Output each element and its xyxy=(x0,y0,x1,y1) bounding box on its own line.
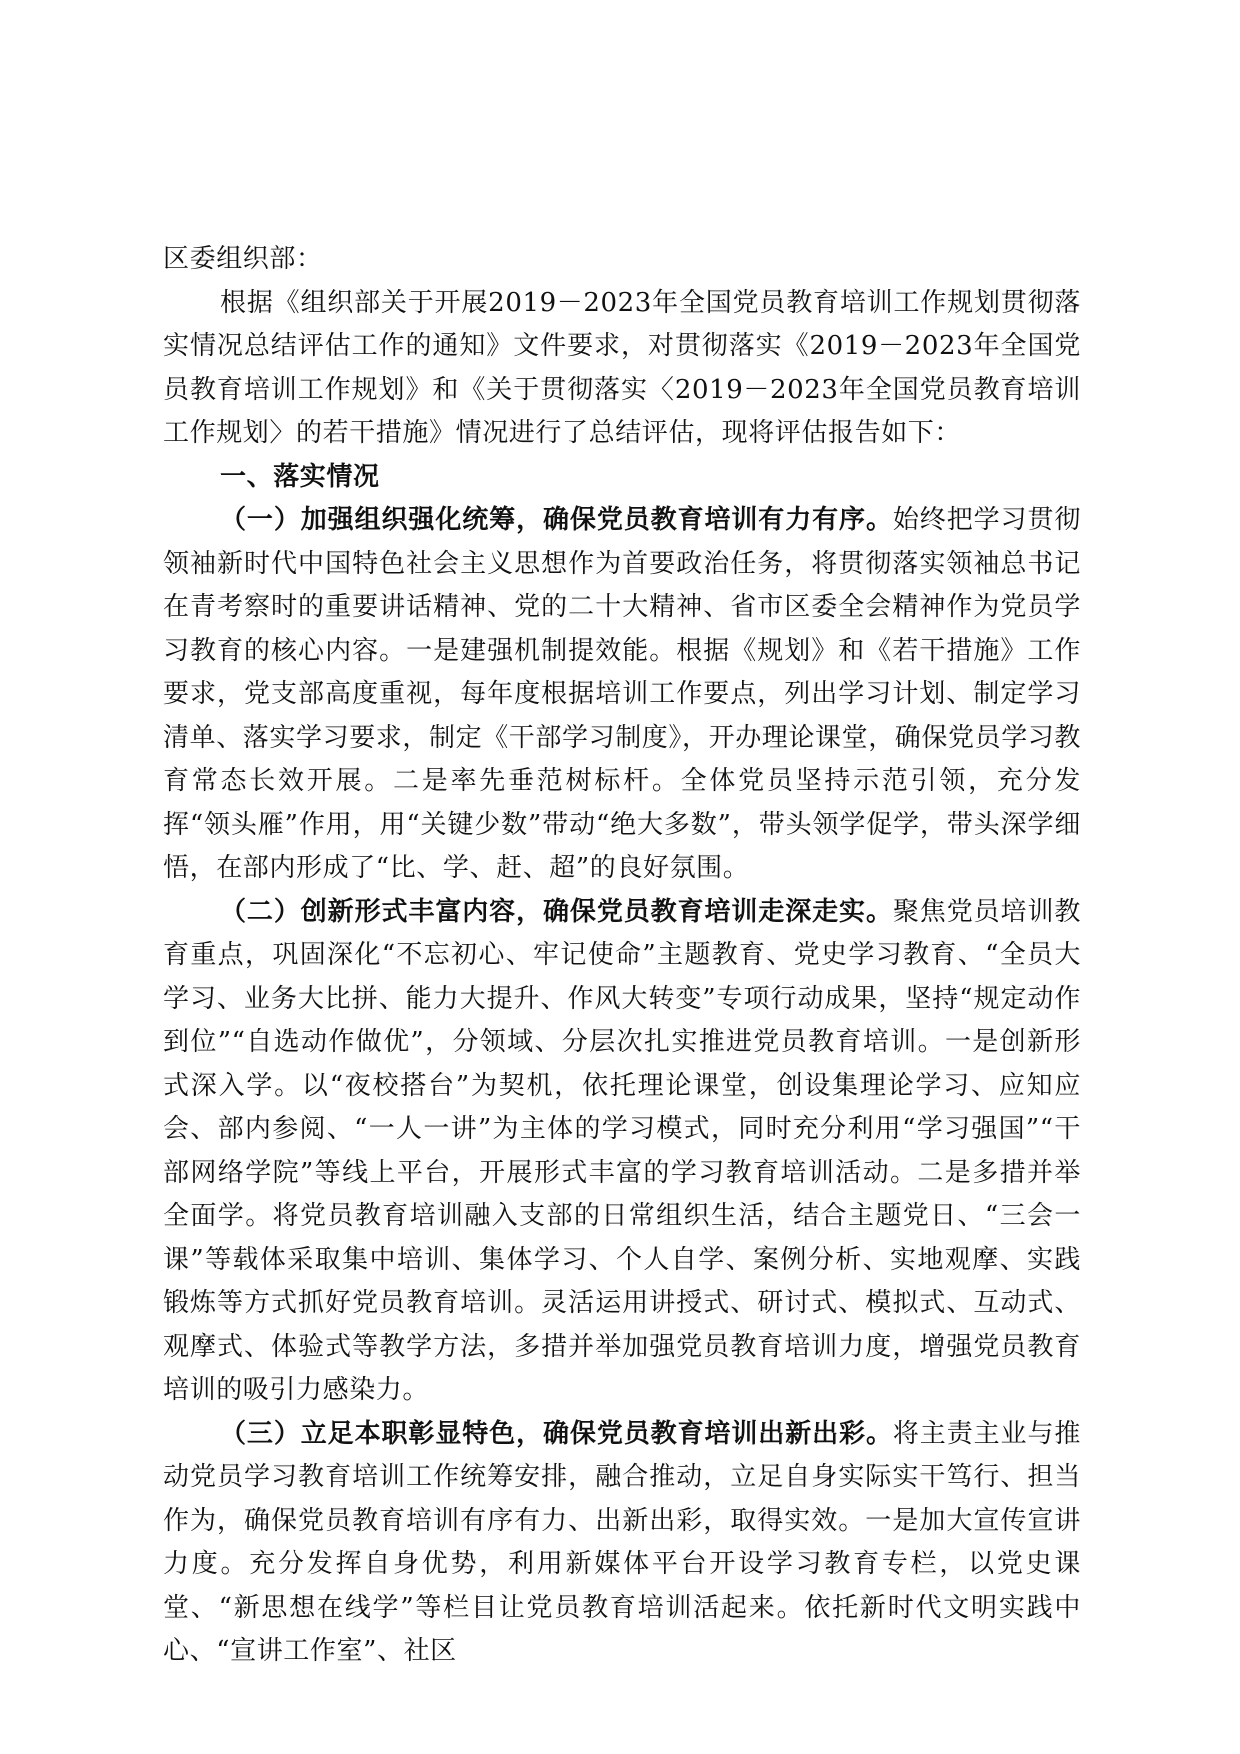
intro-paragraph: 根据《组织部关于开展2019－2023年全国党员教育培训工作规划贯彻落实情况总结评估工作的通知》文件要求，对贯彻落实《2019－2023年全国党员教育培训工作规划》和《关于贯彻落实〈2019－2023年全国党员教育培训工作规划〉的若干措施》情况进行了总结评估，现将评估报告如下： xyxy=(163,287,1081,448)
item-body: 始终把学习贯彻领袖新时代中国特色社会主义思想作为首要政治任务，将贯彻落实领袖总书记在青考察时的重要讲话精神、党的二十大精神、省市区委全会精神作为党员学习教育的核心内容。一是建强机制提效能。根据《规划》和《若干措施》工作要求，党支部高度重视，每年度根据培训工作要点，列出学习计划、制定学习清单、落实学习要求，制定《干部学习制度》，开办理论课堂，确保党员学习教育常态长效开展。二是率先垂范树标杆。全体党员坚持示范引领，充分发挥“领头雁”作用，用“关键少数”带动“绝大多数”，带头领学促学，带头深学细悟，在部内形成了“比、学、赶、超”的良好氛围。 xyxy=(163,505,1082,883)
section-item-1 xyxy=(163,499,1081,891)
salutation: 区委组织部： xyxy=(163,244,323,274)
item-lead: （三）立足本职彰显特色，确保党员教育培训出新出彩。 xyxy=(220,1418,893,1449)
section-item-2 xyxy=(163,891,1081,1413)
section-heading: 一、落实情况 xyxy=(220,461,380,492)
item-lead: （一）加强组织强化统筹，确保党员教育培训有力有序。 xyxy=(220,505,893,535)
section-item-3 xyxy=(163,1413,1081,1674)
item-lead: （二）创新形式丰富内容，确保党员教育培训走深走实。 xyxy=(220,896,893,927)
document-body xyxy=(163,238,1081,1674)
item-body: 将主责主业与推动党员学习教育培训工作统筹安排，融合推动，立足自身实际实干笃行、担当作为，确保党员教育培训有序有力、出新出彩，取得实效。一是加大宣传宣讲力度。充分发挥自身优势，利用新媒体平台开设学习教育专栏，以党史课堂、“新思想在线学”等栏目让党员教育培训活起来。依托新时代文明实践中心、“宣讲工作室”、社区 xyxy=(163,1418,1081,1666)
item-body: 聚焦党员培训教育重点，巩固深化“不忘初心、牢记使命”主题教育、党史学习教育、“全员大学习、业务大比拼、能力大提升、作风大转变”专项行动成果，坚持“规定动作到位”“自选动作做优”，分领域、分层次扎实推进党员教育培训。一是创新形式深入学。以“夜校搭台”为契机，依托理论课堂，创设集理论学习、应知应会、部内参阅、“一人一讲”为主体的学习模式，同时充分利用“学习强国”“干部网络学院”等线上平台，开展形式丰富的学习教育培训活动。二是多措并举全面学。将党员教育培训融入支部的日常组织生活，结合主题党日、“三会一课”等载体采取集中培训、集体学习、个人自学、案例分析、实地观摩、实践锻炼等方式抓好党员教育培训。灵活运用讲授式、研讨式、模拟式、互动式、观摩式、体验式等教学方法，多措并举加强党员教育培训力度，增强党员教育培训的吸引力感染力。 xyxy=(163,896,1081,1405)
